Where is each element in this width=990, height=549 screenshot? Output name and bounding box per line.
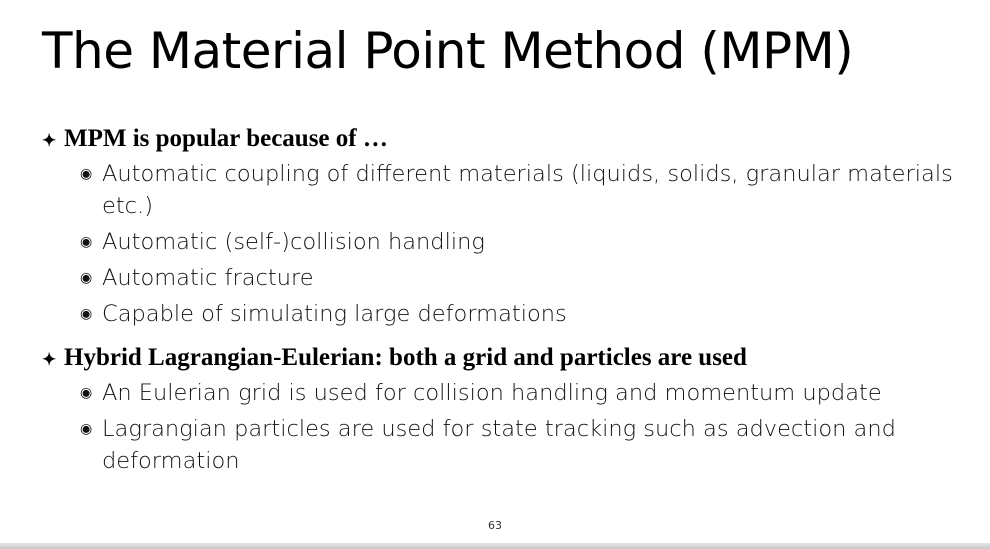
circle-bullet-icon: ◉ [80, 166, 93, 182]
list-item [80, 262, 962, 294]
bullet-list [80, 158, 962, 330]
section-heading-text: MPM is popular because of … [64, 125, 388, 152]
list-item [80, 413, 962, 477]
bullet-list [80, 377, 962, 477]
list-item-text: Capable of simulating large deformations [102, 301, 567, 327]
list-item-text: Lagrangian particles are used for state tracking such as advection and deformation [102, 416, 896, 474]
list-item [80, 377, 962, 409]
list-item [80, 298, 962, 330]
circle-bullet-icon: ◉ [80, 385, 93, 401]
list-item [80, 158, 962, 222]
star-bullet-icon: ✦ [42, 131, 57, 150]
bottom-divider [0, 543, 990, 549]
section-mpm-popular [42, 124, 962, 330]
section-hybrid [42, 343, 962, 477]
circle-bullet-icon: ◉ [80, 421, 93, 437]
list-item [80, 226, 962, 258]
slide-content [42, 124, 962, 490]
star-bullet-icon: ✦ [42, 350, 57, 369]
section-heading [42, 124, 962, 156]
list-item-text: Automatic fracture [102, 265, 314, 291]
page-number: 63 [488, 519, 502, 532]
circle-bullet-icon: ◉ [80, 270, 93, 286]
list-item-text: An Eulerian grid is used for collision handling and momentum update [102, 380, 882, 406]
list-item-text: Automatic coupling of different materials (liquids, solids, granular materials etc.) [102, 161, 953, 219]
list-item-text: Automatic (self-)collision handling [102, 229, 485, 255]
section-heading-text: Hybrid Lagrangian-Eulerian: both a grid and particles are used [64, 344, 747, 371]
slide-title: The Material Point Method (MPM) [42, 22, 854, 80]
circle-bullet-icon: ◉ [80, 234, 93, 250]
section-heading [42, 343, 962, 375]
circle-bullet-icon: ◉ [80, 306, 93, 322]
